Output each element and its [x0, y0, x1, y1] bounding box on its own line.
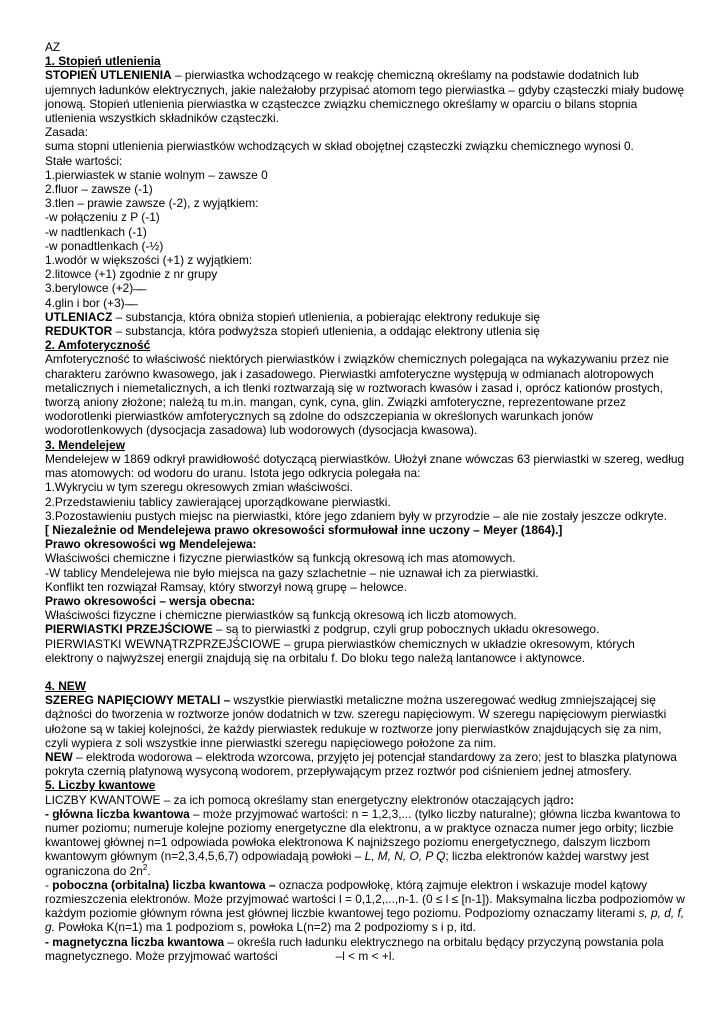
- list-item: -w połączeniu z P (-1): [45, 210, 160, 225]
- mendeleev-intro: Mendelejew w 1869 odkrył prawidłowość dotyczącą pierwiastków. Ułożył znane wówczas 63 pierwiastki w szereg, według mas atomowych: od wodoru do uranu. Istota jego odkrycia polegała na:: [45, 451, 685, 481]
- ramsay-note: Konflikt ten rozwiązał Ramsay, który stworzył nową grupę – helowce.: [45, 579, 407, 594]
- amphoterism-paragraph: Amfoteryczność to właściwość niektórych pierwiastków i związków chemicznych polegająca na wykazywaniu przez nie charakteru zarówno kwasowego, jak i zasadowego. Pierwiastki amfoteryczne występują w odmianach alotropowych metalicznych i niemetalicznych, a ich tlenki roztwarzają się w roztworach kwasów i zasad i, oprócz kationów prostych, tworzą aniony złożone; należą tu m.in. mangan, cynk, cyna, glin. Związki amfoteryczne, reprezentowane przez wodorotlenki pierwiastków amfoterycznych są zdolne do odszczepiania w określonych warunkach jonów wodorotlenkowych (dysocjacja zasadowa) lub wodorowych (dysocjacja kwasowa).: [45, 352, 669, 438]
- list-item: 2.fluor – zawsze (-1): [45, 182, 153, 197]
- intro-text: LICZBY KWANTOWE – za ich pomocą określamy stan energetyczny elektronów otaczających jądro: [45, 792, 571, 807]
- mendeleev-law-text: Właściwości chemiczne i fizyczne pierwiastków są funkcją okresową ich mas atomowych.: [45, 551, 516, 566]
- definition-text: – określa ruch ładunku elektrycznego na orbitalu będący przyczyną powstania pola magnetycznego. Może przyjmować wartości: [45, 934, 664, 963]
- azimuthal-quantum-number: [45, 878, 685, 935]
- principal-quantum-number: [45, 807, 685, 878]
- inner-transition-definition: PIERWIASTKI WEWNĄTRZPRZEJŚCIOWE – grupa pierwiastków chemicznych w układzie okresowym, których elektrony o najwyższej energii znajdują się na orbitalu f. Do bloku tego należą lantanowce i aktynowce.: [45, 636, 635, 665]
- definition-text: – może przyjmować wartości: n = 1,2,3,... (tylko liczby naturalne); główna liczba kwantowa to numer poziomu; numeruje kolejne poziomy energetyczne dla elektronu, a w praktyce oznacza numer jego orbity; liczbie kwantowej głównej n=1 odpowiada powłoka elektronowa K najniższego poziomu energetycznego, dalszym liczbom kwantowym głównym (n=2,3,4,5,6,7) odpowiadają powłoki –: [45, 806, 681, 864]
- rule-text: suma stopni utlenienia pierwiastków wchodzących w skład obojętnej cząsteczki związku chemicznego wynosi 0.: [45, 139, 634, 154]
- constants-label: Stałe wartości:: [45, 153, 123, 168]
- definition-text: wszystkie pierwiastki metaliczne można uszeregować według zmniejszającej się dążności do tworzenia w roztworze jonów dodatnich w tzw. szeregu napięciowym. W szeregu napięciowym pierwiastki ułożone są w takiej kolejności, że każdy pierwiastek redukuje w roztworze jony pierwiastków znajdujących się za nim, czyli wypiera z soli wszystkie inne pierwiastki szeregu napięciowego położone za nim.: [45, 693, 667, 750]
- meyer-note: [ Niezależnie od Mendelejewa prawo okresowości sformułował inne uczony – Meyer (1864).]: [45, 522, 563, 537]
- section-1-heading: 1. Stopień utlenienia: [45, 54, 161, 69]
- term-magnetic: magnetyczna liczba kwantowa: [52, 934, 225, 949]
- term-reduktor: REDUKTOR: [45, 324, 113, 339]
- list-item: 3.berylowce (+2) ̶ ̶ ̶: [45, 281, 144, 296]
- current-law-text: Właściwości fizyczne i chemiczne pierwiastków są funkcją okresową ich liczb atomowych.: [45, 608, 517, 623]
- intro-colon: :: [570, 792, 575, 807]
- magnetic-quantum-number: [45, 935, 685, 963]
- list-item: -w ponadtlenkach (-½): [45, 238, 164, 253]
- quantum-numbers-intro: [45, 793, 685, 807]
- shell-letters: L, M, N, O, P Q: [364, 849, 446, 864]
- term-transition-elements: PIERWIASTKI PRZEJŚCIOWE: [45, 622, 213, 637]
- list-item: 2.litowce (+1) zgodnie z nr grupy: [45, 267, 218, 282]
- electrochemical-series-definition: [45, 693, 685, 750]
- oxidation-state-definition: [45, 68, 685, 125]
- section-5-heading: 5. Liczby kwantowe: [45, 778, 156, 793]
- term-stopien-utlenienia: STOPIEŃ UTLENIENIA: [45, 68, 172, 83]
- list-item: -w nadtlenkach (-1): [45, 224, 147, 239]
- oxidizer-definition: [45, 310, 685, 324]
- definition-text: – są to pierwiastki z podgrup, czyli grup pobocznych układu okresowego.: [212, 622, 600, 637]
- list-item: 4.glin i bor (+3) ̶ ̶ ̶: [45, 295, 135, 310]
- mendeleev-law-label: Prawo okresowości wg Mendelejewa:: [45, 537, 257, 552]
- term-utleniacz: UTLENIACZ: [45, 309, 113, 324]
- transition-elements-definition: [45, 622, 685, 636]
- term-new: NEW: [45, 749, 73, 764]
- definition-text: ; liczba elektronów każdej warstwy jest ograniczona do 2n: [45, 849, 649, 878]
- she-definition: [45, 750, 685, 778]
- term-azimuthal: poboczna (orbitalna) liczba kwantowa –: [52, 877, 276, 892]
- section-3-heading: 3. Mendelejew: [45, 437, 125, 452]
- header-az: AZ: [45, 40, 61, 54]
- definition-text: Powłoka K(n=1) ma 1 podpoziom s, powłoka L(n=2) ma 2 podpoziomy s i p, itd.: [54, 920, 476, 935]
- list-item: 1.wodór w większości (+1) z wyjątkiem:: [45, 253, 253, 268]
- document-page: [45, 40, 685, 963]
- list-item: 3.tlen – prawie zawsze (-2), z wyjątkiem:: [45, 196, 259, 211]
- term-principal: główna liczba kwantowa: [52, 806, 190, 821]
- definition-text: – elektroda wodorowa – elektroda wzorcowa, przyjęto jej potencjał standardowy za zero; jest to blaszka platynowa pokryta czernią platynową wysyconą wodorem, przepływającym przez roztwór pod ciśnieniem jednej atmosfery.: [45, 749, 677, 779]
- noble-gases-note: -W tablicy Mendelejewa nie było miejsca na gazy szlachetnie – nie uznawał ich za pierwiastki.: [45, 565, 539, 580]
- section-2-heading: 2. Amfoteryczność: [45, 338, 151, 353]
- list-item: 1.Wykryciu w tym szeregu okresowych zmian właściwości.: [45, 480, 353, 495]
- superscript: 2: [142, 862, 148, 872]
- list-item: 3.Pozostawieniu pustych miejsc na pierwiastki, które jego zdaniem były w przyrodzie – ale nie zostały jeszcze odkryte.: [45, 508, 667, 523]
- current-law-label: Prawo okresowości – wersja obecna:: [45, 593, 256, 608]
- section-4-heading: 4. NEW: [45, 678, 86, 693]
- rule-label: Zasada:: [45, 125, 88, 140]
- list-item: 1.pierwiastek w stanie wolnym – zawsze 0: [45, 167, 268, 182]
- bullet: -: [45, 877, 53, 892]
- subshell-letters: s, p, d, f, g.: [45, 906, 685, 935]
- reducer-definition: [45, 324, 685, 338]
- bullet: -: [45, 806, 53, 821]
- definition-text: – pierwiastka wchodzącego w reakcję chemiczną określamy na podstawie dodatnich lub ujemnych ładunków elektrycznych, jakie należałoby przypisać atomom tego pierwiastka – gdyby cząsteczki miały budowę jonową. Stopień utlenienia pierwiastka w cząsteczce związku chemicznego określamy w oparciu o bilans stopnia utlenienia wszystkich składników cząsteczki.: [45, 68, 685, 126]
- spacer: [45, 665, 685, 679]
- definition-text: oznacza podpowłokę, którą zajmuje elektron i wskazuje model kątowy rozmieszczenia elektronów. Może przyjmować wartości l = 0,1,2,...,n-1. (0 ≤ l ≤ [n-1]). Maksymalna liczba podpoziomów w każdym poziomie głównym równa jest głównej liczbie kwantowej tego poziomu. Podpoziomy oznaczamy literami: [45, 877, 685, 921]
- magnetic-range: –l < m < +l.: [335, 948, 395, 963]
- bullet: -: [45, 934, 53, 949]
- period: .: [147, 863, 151, 878]
- list-item: 2.Przedstawieniu tablicy zawierającej uporządkowane pierwiastki.: [45, 494, 391, 509]
- definition-text: – substancja, która obniża stopień utlenienia, a pobierając elektrony redukuje się: [112, 309, 541, 324]
- definition-text: – substancja, która podwyższa stopień utlenienia, a oddając elektrony utlenia się: [112, 324, 540, 339]
- term-electrochemical-series: SZEREG NAPIĘCIOWY METALI –: [45, 693, 231, 708]
